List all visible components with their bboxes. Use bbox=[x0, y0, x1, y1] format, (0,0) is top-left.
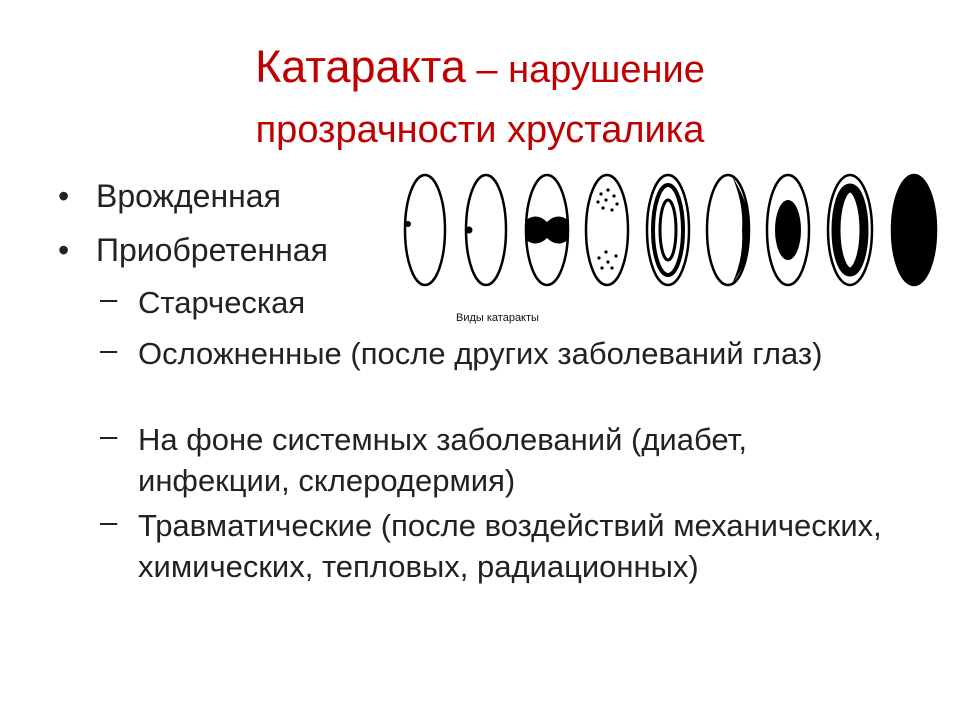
lens-type-3 bbox=[526, 175, 568, 285]
dash-symbol: – bbox=[100, 281, 118, 316]
lens-type-4 bbox=[586, 175, 628, 285]
title-line2: прозрачности хрусталика bbox=[255, 109, 705, 151]
bullet-text: Приобретенная bbox=[96, 232, 328, 268]
bullet-symbol: • bbox=[58, 232, 70, 268]
subitem-text: Старческая bbox=[138, 285, 306, 320]
dash-symbol: – bbox=[100, 332, 118, 367]
subitem-text: Осложненные (после других заболеваний глаз) bbox=[138, 336, 823, 371]
lens-type-2 bbox=[466, 175, 507, 285]
lens-type-5 bbox=[647, 175, 689, 285]
lens-type-6 bbox=[707, 175, 749, 285]
lens-type-1 bbox=[405, 175, 445, 285]
dash-symbol: – bbox=[100, 418, 118, 453]
title-main-word: Катаракта bbox=[255, 41, 466, 92]
slide-title bbox=[110, 38, 850, 159]
cataract-types-figure bbox=[396, 168, 942, 328]
title-line1-rest: – нарушение bbox=[465, 49, 705, 91]
subitem-text: Травматические (после воздействий механических, химических, тепловых, радиационных) bbox=[138, 508, 882, 584]
lens-type-8 bbox=[828, 175, 872, 285]
dash-symbol: – bbox=[100, 504, 118, 539]
lens-type-9 bbox=[892, 175, 936, 285]
bullet-text: Врожденная bbox=[96, 178, 281, 214]
lens-type-7 bbox=[767, 175, 809, 285]
bullet-symbol: • bbox=[58, 178, 70, 214]
figure-caption: Виды катаракты bbox=[456, 312, 539, 324]
subitem-text: На фоне системных заболеваний (диабет, инфекции, склеродермия) bbox=[138, 422, 747, 498]
